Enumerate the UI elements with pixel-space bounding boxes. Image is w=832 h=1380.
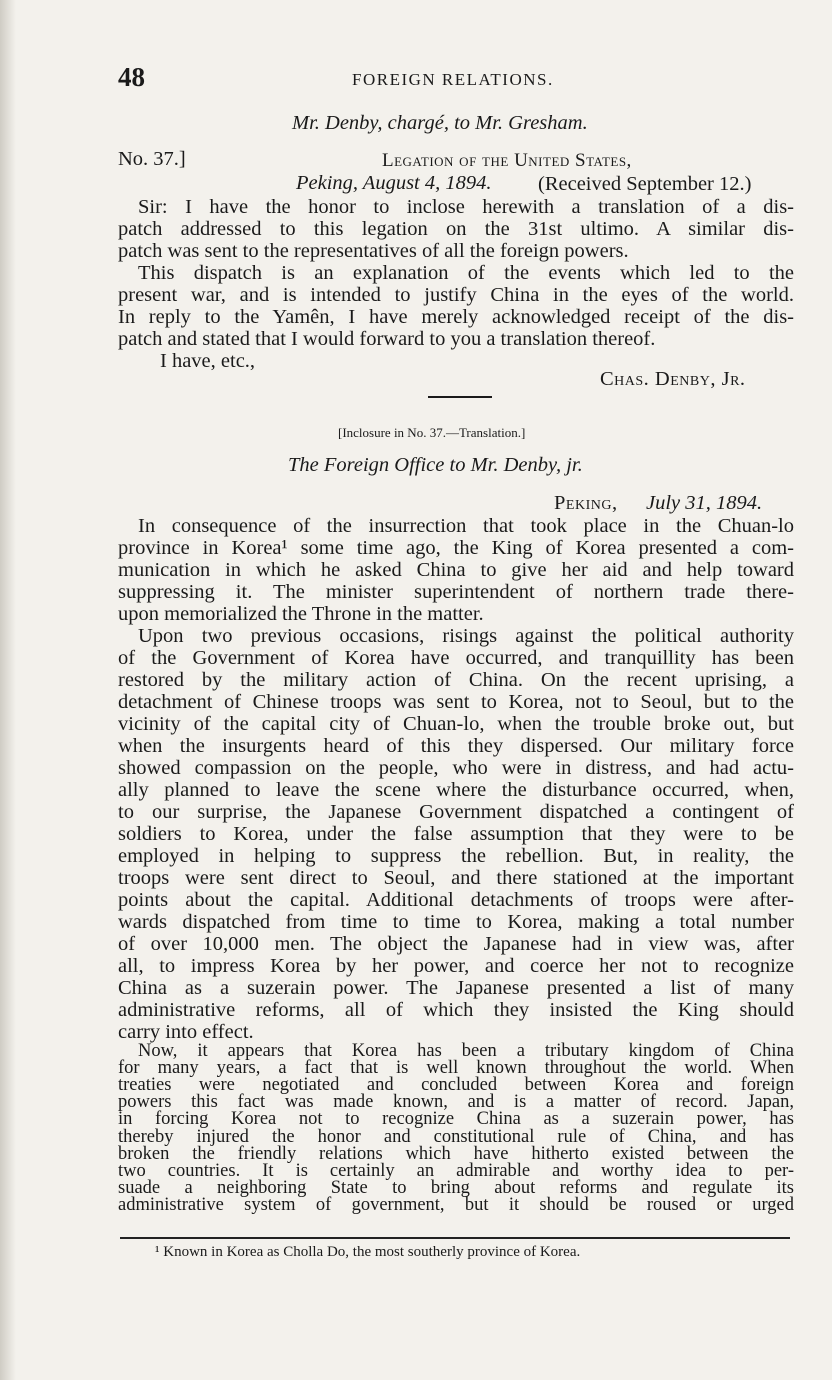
dateline-date: July 31, 1894.	[646, 492, 763, 514]
page-number: 48	[118, 62, 145, 92]
body-line: broken the friendly relations which have hitherto existed between the	[118, 1144, 794, 1164]
body-line: of the Government of Korea have occurred, and tranquillity has been	[118, 647, 794, 669]
dateline-place: Peking,	[554, 492, 618, 514]
footnote-rule	[120, 1237, 790, 1239]
body-line: suade a neighboring State to bring about reforms and regulate its	[118, 1178, 794, 1198]
body-line: treaties were negotiated and concluded between Korea and foreign	[118, 1075, 794, 1095]
body-line: munication in which he asked China to give her aid and help toward	[118, 559, 794, 581]
body-line: for many years, a fact that is well known throughout the world. When	[118, 1058, 794, 1078]
inclosure-tag: [Inclosure in No. 37.—Translation.]	[338, 425, 526, 440]
body-line: thereby injured the honor and constitutional rule of China, and has	[118, 1127, 794, 1147]
body-line: province in Korea¹ some time ago, the King of Korea presented a com-	[118, 537, 794, 559]
place-date: Peking, August 4, 1894.	[296, 172, 492, 194]
letter-line: Sir: I have the honor to inclose herewith a translation of a dis-	[138, 196, 794, 218]
letter-heading: Mr. Denby, chargé, to Mr. Gresham.	[292, 112, 588, 134]
closing: I have, etc.,	[160, 350, 256, 372]
body-line: wards dispatched from time to time to Korea, making a total number	[118, 911, 794, 933]
body-line: vicinity of the capital city of Chuan-lo, when the trouble broke out, but	[118, 713, 794, 735]
body-line: administrative system of government, but it should be roused or urged	[118, 1195, 794, 1215]
body-line: carry into effect.	[118, 1021, 254, 1043]
body-line: of over 10,000 men. The object the Japanese had in view was, after	[118, 933, 794, 955]
section-divider	[428, 396, 492, 398]
body-line: points about the capital. Additional detachments of troops were after-	[118, 889, 794, 911]
body-line: In consequence of the insurrection that took place in the Chuan-lo	[138, 515, 794, 537]
body-line: troops were sent direct to Seoul, and there stationed at the important	[118, 867, 794, 889]
body-line: detachment of Chinese troops was sent to Korea, not to Seoul, but to the	[118, 691, 794, 713]
body-line: employed in helping to suppress the rebellion. But, in reality, the	[118, 845, 794, 867]
body-line: ally planned to leave the scene where the disturbance occurred, when,	[118, 779, 794, 801]
received-date: (Received September 12.)	[538, 173, 752, 195]
body-line: Now, it appears that Korea has been a tributary kingdom of China	[138, 1041, 794, 1061]
signature: Chas. Denby, Jr.	[600, 368, 746, 390]
body-line: Upon two previous occasions, risings against the political authority	[138, 625, 794, 647]
letter-line: patch and stated that I would forward to you a translation thereof.	[118, 328, 656, 350]
body-line: administrative reforms, all of which they insisted the King should	[118, 999, 794, 1021]
letter-line: This dispatch is an explanation of the events which led to the	[138, 262, 794, 284]
body-line: all, to impress Korea by her power, and coerce her not to recognize	[118, 955, 794, 977]
body-line: when the insurgents heard of this they dispersed. Our military force	[118, 735, 794, 757]
body-line: powers this fact was made known, and is a matter of record. Japan,	[118, 1092, 794, 1112]
page-edge-shadow	[0, 0, 16, 1380]
letter-line: present war, and is intended to justify China in the eyes of the world.	[118, 284, 794, 306]
legation-line: Legation of the United States,	[382, 150, 632, 171]
body-line: upon memorialized the Throne in the matter.	[118, 603, 484, 625]
inclosure-heading: The Foreign Office to Mr. Denby, jr.	[288, 454, 583, 476]
footnote: ¹ Known in Korea as Cholla Do, the most southerly province of Korea.	[155, 1244, 581, 1260]
body-line: soldiers to Korea, under the false assumption that they were to be	[118, 823, 794, 845]
running-title: FOREIGN RELATIONS.	[352, 70, 554, 89]
body-line: showed compassion on the people, who were in distress, and had actu-	[118, 757, 794, 779]
body-line: China as a suzerain power. The Japanese presented a list of many	[118, 977, 794, 999]
letter-line: patch addressed to this legation on the 31st ultimo. A similar dis-	[118, 218, 794, 240]
letter-line: In reply to the Yamên, I have merely acknowledged receipt of the dis-	[118, 306, 794, 328]
body-line: two countries. It is certainly an admirable and worthy idea to per-	[118, 1161, 794, 1181]
body-line: to our surprise, the Japanese Government dispatched a contingent of	[118, 801, 794, 823]
body-line: suppressing it. The minister superintendent of northern trade there-	[118, 581, 794, 603]
body-line: restored by the military action of China. On the recent uprising, a	[118, 669, 794, 691]
letter-line: patch was sent to the representatives of all the foreign powers.	[118, 240, 629, 262]
dispatch-number: No. 37.]	[118, 148, 186, 170]
body-line: in forcing Korea not to recognize China as a suzerain power, has	[118, 1109, 794, 1129]
